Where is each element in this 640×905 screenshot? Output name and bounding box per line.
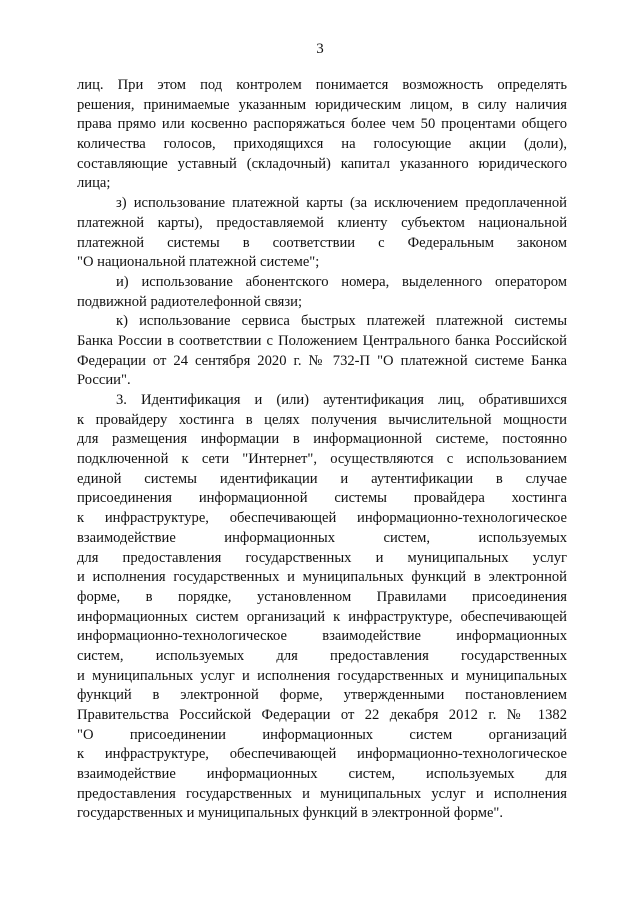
text-line: платежной системы в соответствии с Федеральным законом	[77, 234, 567, 251]
text-line: количества голосов, приходящихся на голосующие акции (доли),	[77, 136, 567, 153]
text-line: единой системы идентификации и аутентификации в случае	[77, 470, 567, 487]
text-line: и) использование абонентского номера, выделенного оператором	[116, 273, 567, 290]
text-line: взаимодействие информационных систем, используемых	[77, 529, 567, 546]
text-line: решения, принимаемые указанным юридическим лицом, в силу наличия	[77, 96, 567, 113]
text-line: 3. Идентификация и (или) аутентификация лиц, обратившихся	[116, 392, 567, 408]
text-line: "О присоединении информационных систем организаций	[77, 726, 567, 743]
text-line: з) использование платежной карты (за исключением предоплаченной	[116, 195, 567, 212]
text-line: "О национальной платежной системе";	[77, 254, 320, 271]
text-line: подключенной к сети "Интернет", осуществляются с использованием	[77, 451, 567, 468]
text-line: подвижной радиотелефонной связи;	[77, 293, 303, 310]
text-line: взаимодействие информационных систем, используемых для	[77, 766, 567, 783]
text-line: для размещения информации в информационной системе, постоянно	[77, 431, 567, 448]
text-line: функций в электронной форме, утвержденными постановлением	[77, 687, 567, 704]
text-line: права прямо или косвенно распоряжаться более чем 50 процентами общего	[77, 116, 567, 133]
text-line: систем, используемых для предоставления государственных	[77, 647, 567, 664]
text-line: и исполнения государственных и муниципальных функций в электронной	[77, 569, 567, 586]
text-line: Банка России в соответствии с Положением Центрального банка Российской	[77, 332, 567, 349]
text-line: Правительства Российской Федерации от 22 декабря 2012 г. № 1382	[77, 707, 567, 723]
text-line: России".	[77, 372, 131, 389]
text-line: к инфраструктуре, обеспечивающей информационно-технологическое	[77, 746, 567, 763]
text-line: лиц. При этом под контролем понимается возможность определять	[77, 77, 567, 93]
text-line: информационно-технологическое взаимодействие информационных	[77, 628, 567, 645]
text-line: предоставления государственных и муниципальных услуг и исполнения	[77, 785, 567, 802]
text-line: и муниципальных услуг и исполнения государственных и муниципальных	[77, 667, 567, 684]
text-line: составляющие уставный (складочный) капитал указанного юридического	[77, 155, 567, 172]
text-line: форме, в порядке, установленном Правилами присоединения	[77, 588, 567, 605]
page-number: 3	[316, 41, 324, 57]
text-line: присоединения информационной системы провайдера хостинга	[77, 490, 567, 507]
text-line: информационных систем организаций к инфраструктуре, обеспечивающей	[77, 608, 567, 625]
text-line: к инфраструктуре, обеспечивающей информационно-технологическое	[77, 510, 567, 527]
text-line: государственных и муниципальных функций в электронной форме".	[77, 805, 504, 822]
body-text	[77, 76, 567, 824]
text-line: к провайдеру хостинга в целях получения вычислительной мощности	[77, 411, 567, 428]
text-line: к) использование сервиса быстрых платежей платежной системы	[116, 313, 567, 330]
text-line: Федерации от 24 сентября 2020 г. № 732-П "О платежной системе Банка	[77, 352, 567, 369]
text-line: платежной карты), предоставляемой клиенту субъектом национальной	[77, 214, 567, 231]
text-line: для предоставления государственных и муниципальных услуг	[77, 549, 567, 566]
text-line: лица;	[77, 175, 111, 192]
